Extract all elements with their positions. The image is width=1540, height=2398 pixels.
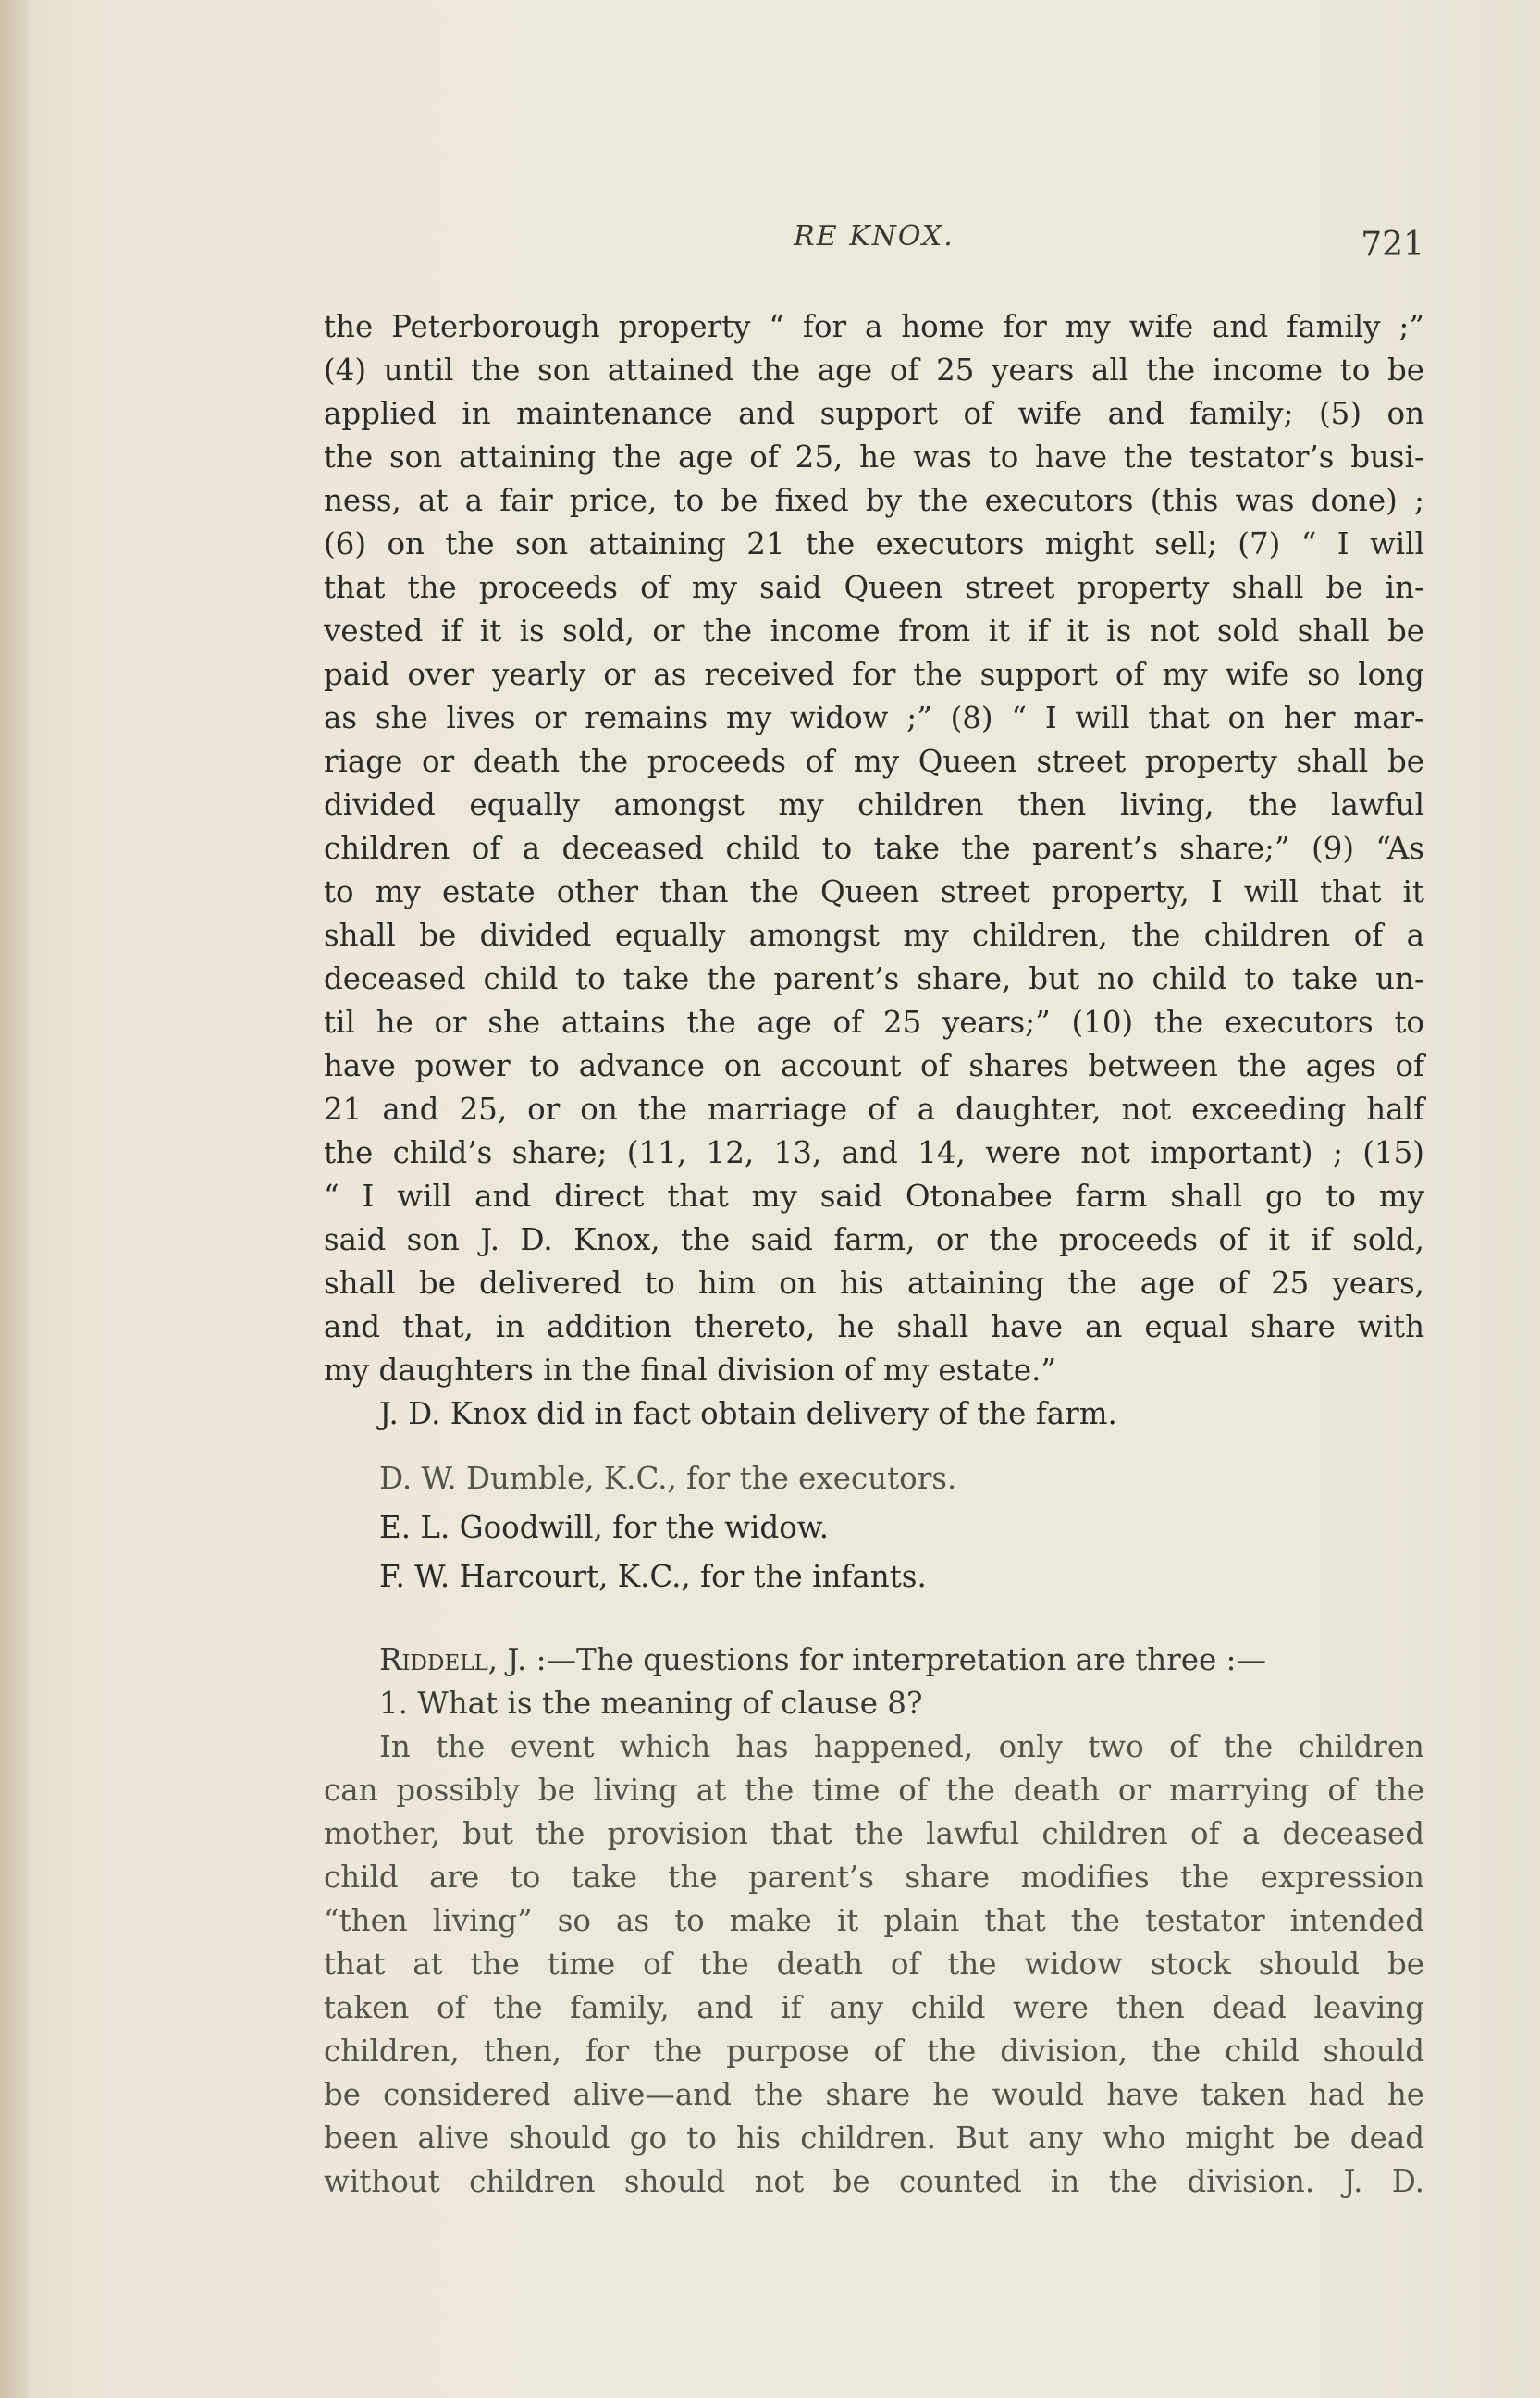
text-line: (4) until the son attained the age of 25 years all the income to be bbox=[324, 352, 1424, 388]
text-line: to my estate other than the Queen street property, I will that it bbox=[324, 874, 1424, 909]
judgment-paragraph bbox=[324, 1725, 1424, 2204]
question-1: 1. What is the meaning of clause 8? bbox=[379, 1686, 923, 1721]
text-line: can possibly be living at the time of the death or marrying of the bbox=[324, 1773, 1424, 1808]
text-line: been alive should go to his children. But any who might be dead bbox=[324, 2120, 1424, 2156]
text-line: the son attaining the age of 25, he was to have the testator’s busi- bbox=[324, 439, 1424, 475]
page-number: 721 bbox=[1361, 226, 1424, 264]
text-line: that the proceeds of my said Queen street property shall be in- bbox=[324, 570, 1424, 605]
counsel-executors: D. W. Dumble, K.C., for the executors. bbox=[379, 1461, 957, 1496]
counsel-list bbox=[324, 1454, 1424, 1601]
text-line: said son J. D. Knox, the said farm, or the proceeds of it if sold, bbox=[324, 1222, 1424, 1257]
counsel-infants: F. W. Harcourt, K.C., for the infants. bbox=[379, 1559, 927, 1594]
running-head bbox=[324, 220, 1424, 266]
judgment bbox=[324, 1638, 1424, 2204]
text-line: mother, but the provision that the lawful children of a deceased bbox=[324, 1816, 1424, 1851]
text-line: til he or she attains the age of 25 years;” (10) the executors to bbox=[324, 1005, 1424, 1040]
text-line: the child’s share; (11, 12, 13, and 14, were not important) ; (15) bbox=[324, 1135, 1424, 1170]
text-line: children, then, for the purpose of the division, the child should bbox=[324, 2033, 1424, 2069]
judgment-intro-text: :—The questions for interpretation are three :— bbox=[526, 1642, 1267, 1677]
text-line: “then living” so as to make it plain that the testator intended bbox=[324, 1903, 1424, 1938]
text-line: divided equally amongst my children then living, the lawful bbox=[324, 787, 1424, 822]
text-line: 21 and 25, or on the marriage of a daughter, not exceeding half bbox=[324, 1092, 1424, 1127]
text-line: taken of the family, and if any child were then dead leaving bbox=[324, 1990, 1424, 2025]
text-line: paid over yearly or as received for the support of my wife so long bbox=[324, 657, 1424, 692]
text-line: be considered alive—and the share he would have taken had he bbox=[324, 2077, 1424, 2112]
text-line: have power to advance on account of shares between the ages of bbox=[324, 1048, 1424, 1083]
text-line: applied in maintenance and support of wife and family; (5) on bbox=[324, 396, 1424, 431]
fact-statement: J. D. Knox did in fact obtain delivery of the farm. bbox=[379, 1396, 1117, 1431]
judgment-intro bbox=[324, 1638, 1424, 1682]
text-line: shall be divided equally amongst my children, the children of a bbox=[324, 918, 1424, 953]
binding-shadow bbox=[0, 0, 28, 2398]
text-line: (6) on the son attaining 21 the executors might sell; (7) “ I will bbox=[324, 526, 1424, 562]
spacer bbox=[324, 1601, 1424, 1638]
text-line: that at the time of the death of the widow stock should be bbox=[324, 1947, 1424, 1982]
text-line: children of a deceased child to take the parent’s share;” (9) “As bbox=[324, 831, 1424, 866]
text-line: deceased child to take the parent’s share, but no child to take un- bbox=[324, 961, 1424, 996]
spacer bbox=[324, 1436, 1424, 1454]
text-line: vested if it is sold, or the income from it if it is not sold shall be bbox=[324, 613, 1424, 649]
text-line: “ I will and direct that my said Otonabee farm shall go to my bbox=[324, 1179, 1424, 1214]
paragraph-continued bbox=[324, 305, 1424, 1392]
text-line: without children should not be counted in the division. J. D. bbox=[324, 2164, 1424, 2199]
text-line: In the event which has happened, only two of the children bbox=[379, 1729, 1424, 1764]
running-title: RE KNOX. bbox=[794, 220, 955, 253]
text-line: shall be delivered to him on his attaining the age of 25 years, bbox=[324, 1266, 1424, 1301]
text-line: riage or death the proceeds of my Queen street property shall be bbox=[324, 744, 1424, 779]
text-line: ness, at a fair price, to be fixed by the executors (this was done) ; bbox=[324, 483, 1424, 518]
counsel-widow: E. L. Goodwill, for the widow. bbox=[379, 1510, 830, 1545]
text-line: child are to take the parent’s share modifies the expression bbox=[324, 1860, 1424, 1895]
judge-name: Riddell, J. bbox=[379, 1642, 527, 1677]
text-line: my daughters in the final division of my estate.” bbox=[324, 1353, 1056, 1388]
text-line: the Peterborough property “ for a home for my wife and family ;” bbox=[324, 309, 1424, 344]
text-line: and that, in addition thereto, he shall have an equal share with bbox=[324, 1309, 1424, 1344]
text-line: as she lives or remains my widow ;” (8) “ I will that on her mar- bbox=[324, 700, 1424, 735]
body-text bbox=[324, 305, 1424, 2204]
